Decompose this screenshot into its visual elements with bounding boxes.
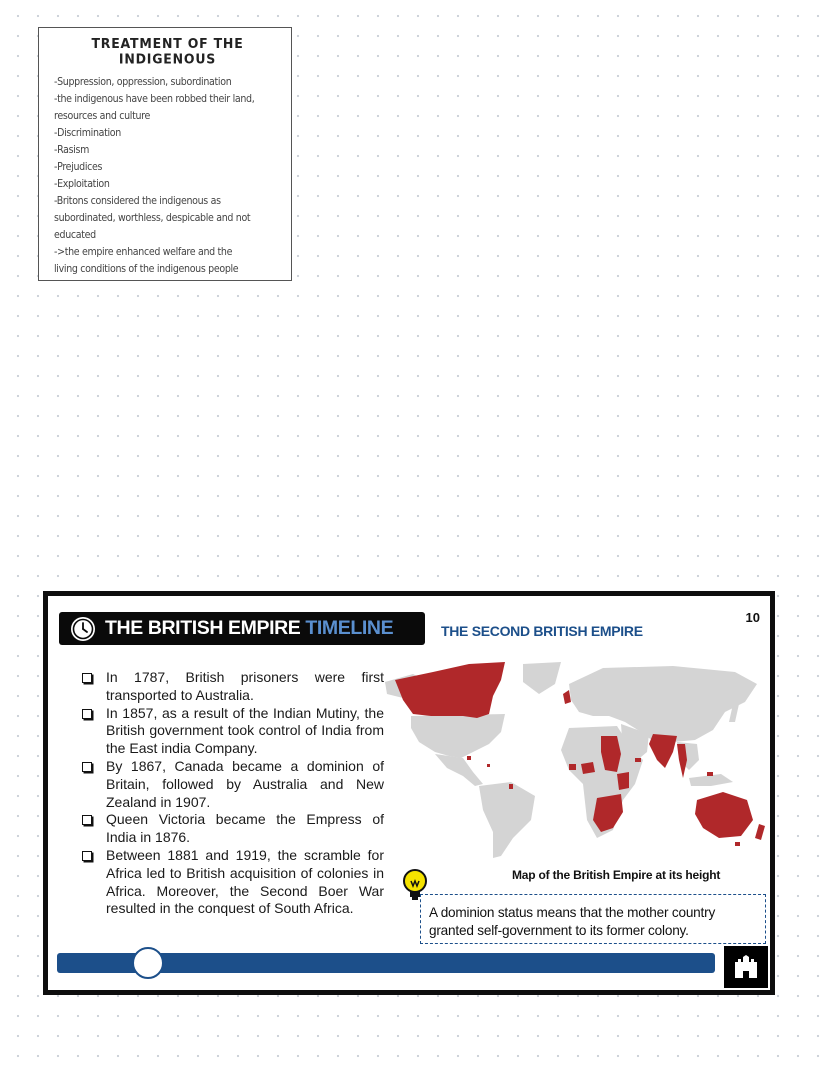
note-lines xyxy=(54,74,281,278)
note-line: -Suppression, oppression, subordination xyxy=(54,77,232,88)
slide-subtitle: THE SECOND BRITISH EMPIRE xyxy=(441,623,643,639)
bullet-item: Queen Victoria became the Empress of India in 1876. xyxy=(82,811,384,847)
note-line: educated xyxy=(54,230,96,241)
slide-title: THE BRITISH EMPIRE xyxy=(105,617,301,639)
checkbox-bullet-icon xyxy=(82,851,92,861)
checkbox-bullet-icon xyxy=(82,709,92,719)
note-line: -Exploitation xyxy=(54,179,110,190)
bullet-item: By 1867, Canada became a dominion of Britain, followed by Australia and New Zealand in 1907. xyxy=(82,758,384,811)
note-line: subordinated, worthless, despicable and not xyxy=(54,213,251,224)
note-line: ->the empire enhanced welfare and the xyxy=(54,247,233,258)
note-card xyxy=(38,27,292,281)
castle-icon-block xyxy=(724,946,768,988)
page-number: 10 xyxy=(745,610,760,625)
bullet-list xyxy=(82,669,384,918)
checkbox-bullet-icon xyxy=(82,815,92,825)
title-bar xyxy=(59,612,425,645)
note-line: -the indigenous have been robbed their land, xyxy=(54,94,255,105)
bullet-item: In 1787, British prisoners were first transported to Australia. xyxy=(82,669,384,705)
timeline-progress-handle[interactable] xyxy=(132,947,164,979)
bullet-item: In 1857, as a result of the Indian Mutiny, the British government took control of India from the East india Company. xyxy=(82,705,384,758)
castle-icon xyxy=(733,954,759,980)
timeline-slide xyxy=(43,591,775,995)
note-line: -Prejudices xyxy=(54,162,103,173)
bullet-item: Between 1881 and 1919, the scramble for Africa led to British acquisition of colonies in Africa. Moreover, the Second Boer War resulted in the conquest of South Africa. xyxy=(82,847,384,918)
note-line: living conditions of the indigenous people xyxy=(54,264,239,275)
note-line: resources and culture xyxy=(54,111,151,122)
checkbox-bullet-icon xyxy=(82,762,92,772)
checkbox-bullet-icon xyxy=(82,673,92,683)
note-line: -Britons considered the indigenous as xyxy=(54,196,221,207)
slide-title-accent: TIMELINE xyxy=(305,617,394,639)
note-line: -Rasism xyxy=(54,145,90,156)
note-title: TREATMENT OF THE INDIGENOUS xyxy=(91,35,244,67)
note-line: -Discrimination xyxy=(54,128,121,139)
british-empire-map xyxy=(373,660,773,865)
timeline-progress-bar[interactable] xyxy=(57,953,715,973)
definition-callout: A dominion status means that the mother country granted self-government to its former colony. xyxy=(420,894,766,944)
map-caption: Map of the British Empire at its height xyxy=(512,868,721,882)
clock-icon xyxy=(69,615,97,643)
